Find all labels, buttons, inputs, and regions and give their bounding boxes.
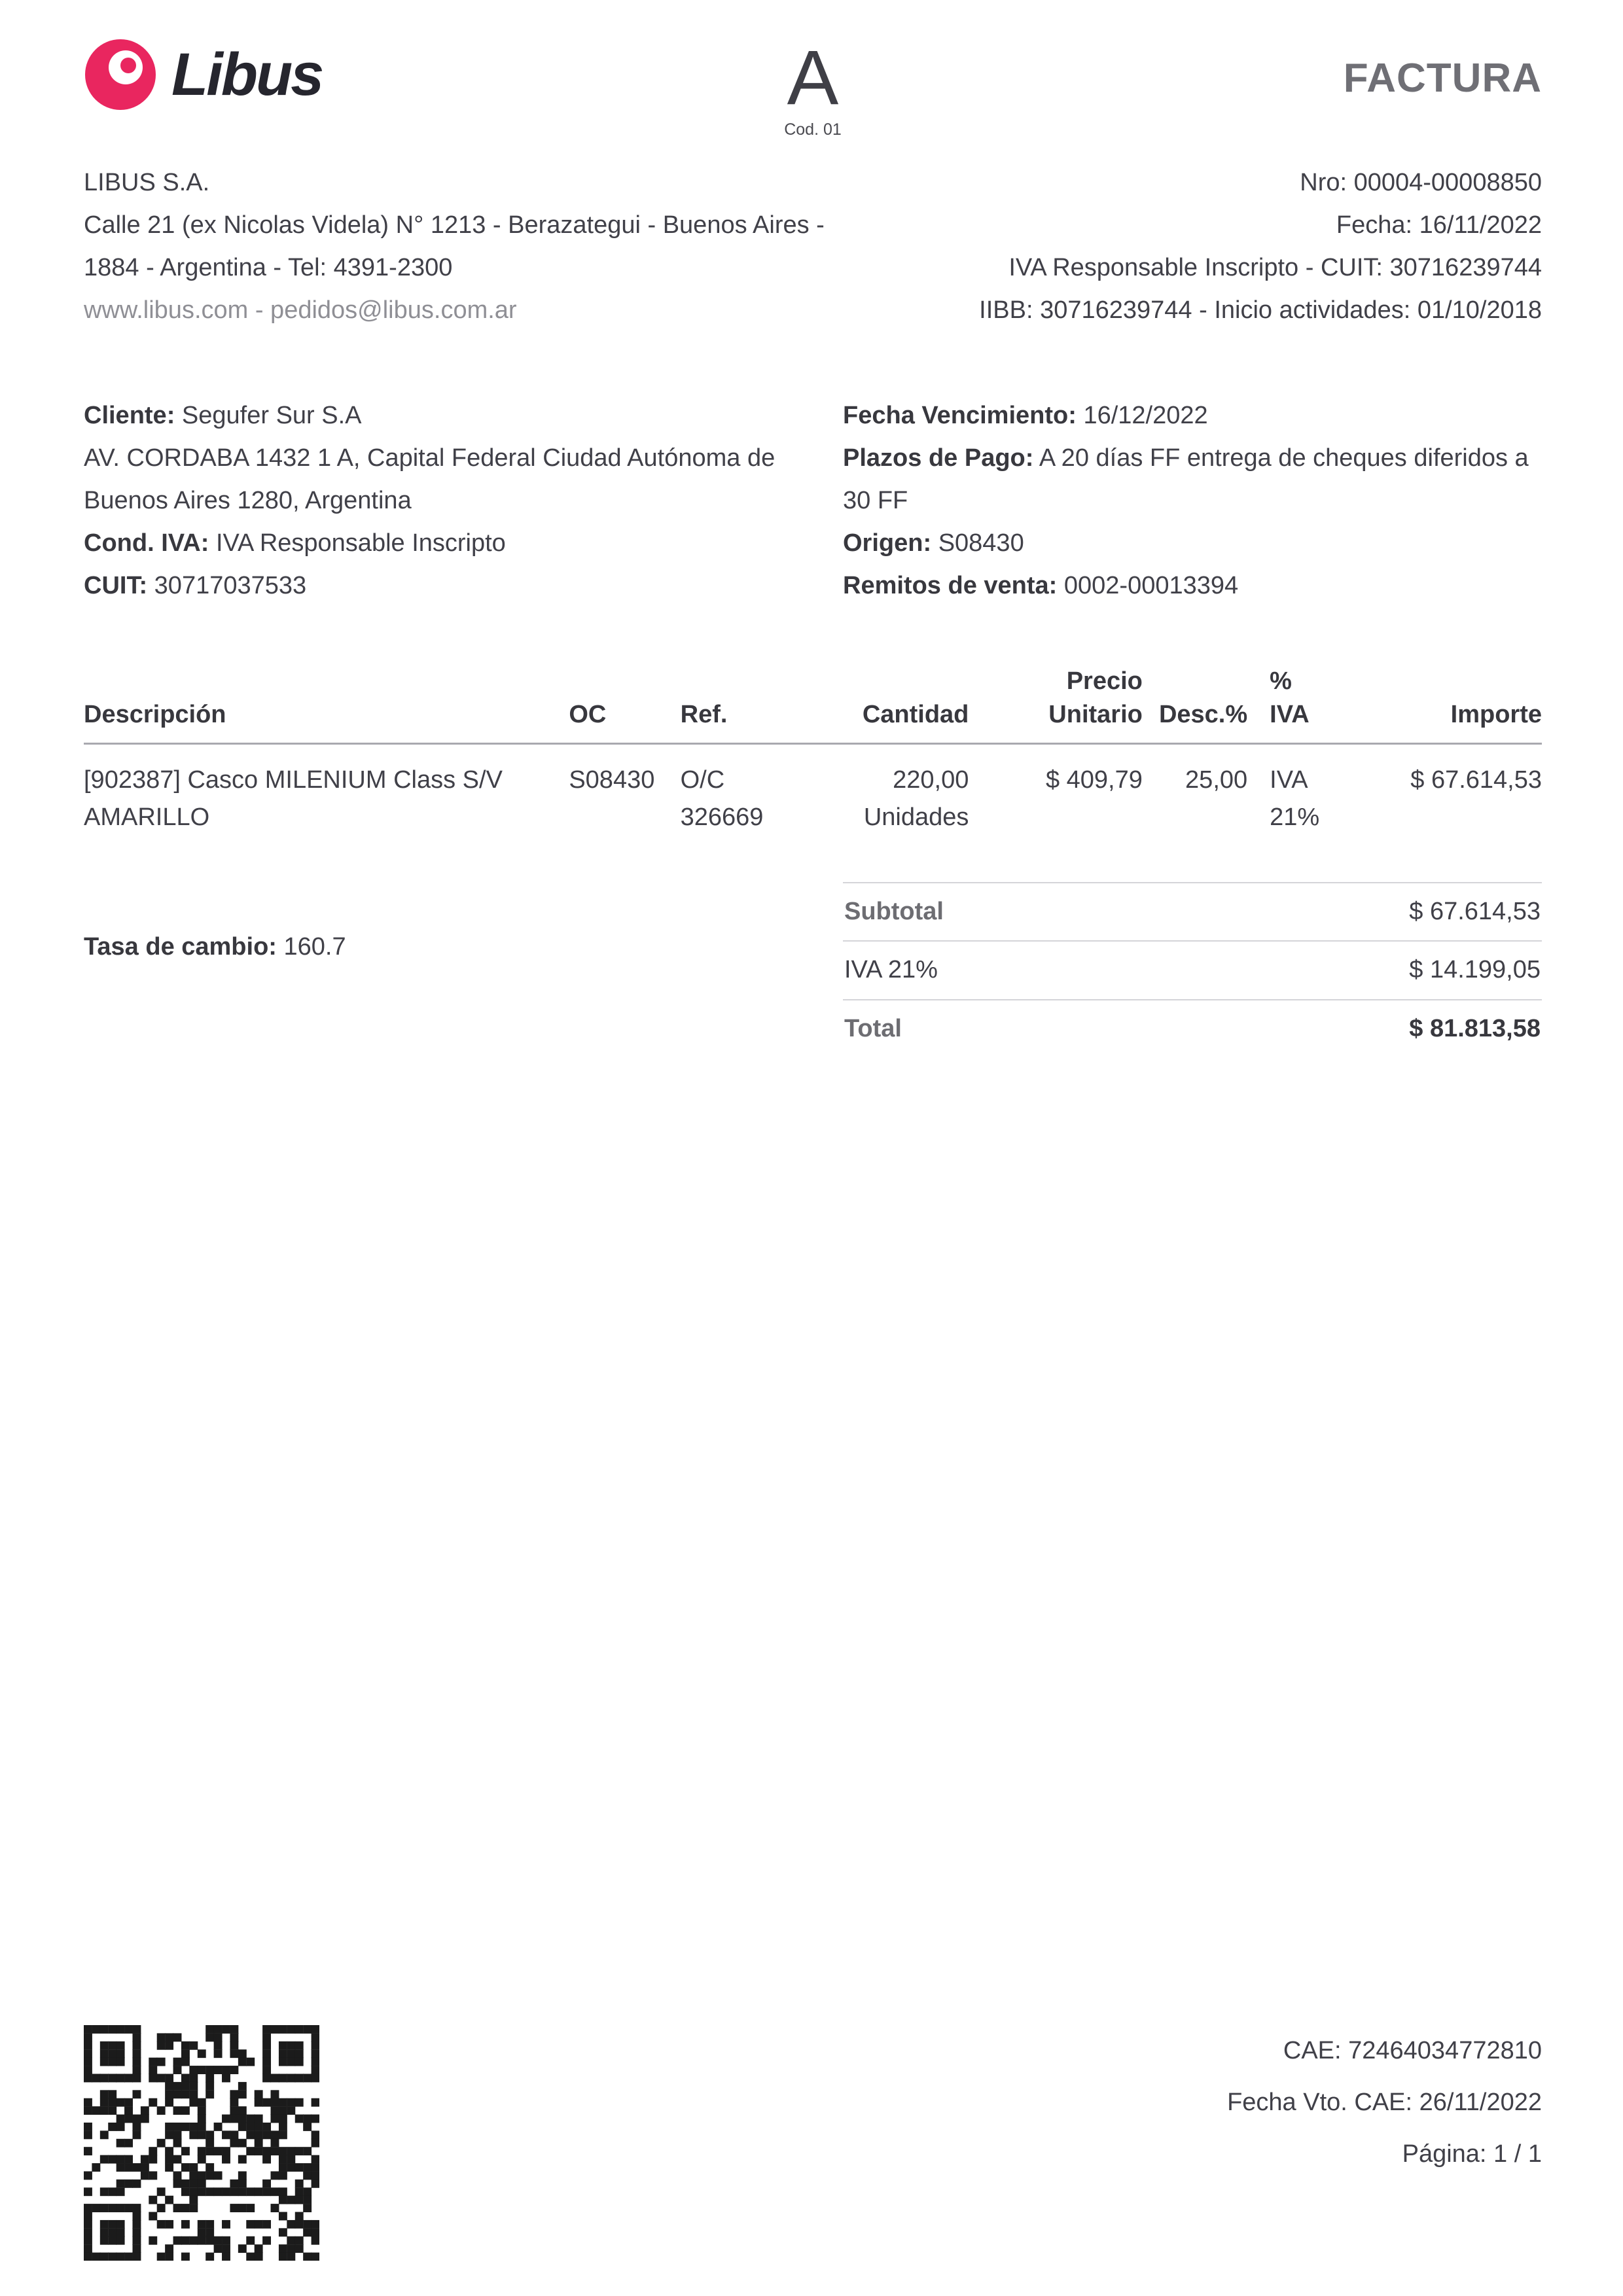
page-number: Página: 1 / 1 <box>1402 2140 1542 2168</box>
client-cond-iva-line <box>84 522 823 565</box>
invoice-footer <box>84 2025 1542 2261</box>
cell-descripcion: [902387] Casco MILENIUM Class S/V AMARILLO <box>84 766 503 831</box>
due-date-value: 16/12/2022 <box>1083 402 1208 429</box>
cae-due-date: Fecha Vto. CAE: 26/11/2022 <box>1227 2089 1542 2116</box>
delivery-notes-line <box>843 565 1542 607</box>
invoice-date: Fecha: 16/11/2022 <box>1336 211 1542 239</box>
cell-oc: S08430 <box>569 766 655 794</box>
origin-label: Origen: <box>843 529 932 557</box>
iva-value: $ 14.199,05 <box>1409 956 1541 984</box>
cell-importe: $ 67.614,53 <box>1410 766 1542 794</box>
invoice-iva-cuit: IVA Responsable Inscripto - CUIT: 30716239744 <box>1008 254 1542 281</box>
origin-value: S08430 <box>938 529 1024 557</box>
document-title: FACTURA <box>1343 56 1542 101</box>
invoice-iibb: IIBB: 30716239744 - Inicio actividades: 01/10/2018 <box>979 296 1542 324</box>
col-header-desc: Desc.% <box>1143 665 1247 743</box>
payment-terms-label: Plazos de Pago: <box>843 444 1034 472</box>
col-header-descripcion: Descripción <box>84 665 569 743</box>
document-letter-block <box>784 35 842 139</box>
col-header-cantidad: Cantidad <box>805 665 969 743</box>
cell-precio-unitario: $ 409,79 <box>1045 766 1143 794</box>
company-block <box>84 162 836 332</box>
client-label: Cliente: <box>84 402 175 429</box>
document-letter: A <box>787 35 839 121</box>
origin-line <box>843 522 1542 565</box>
payment-terms-line <box>843 437 1542 522</box>
document-letter-code: Cod. 01 <box>784 120 842 139</box>
info-row <box>84 162 1542 332</box>
client-name-line <box>84 395 823 437</box>
col-header-precio-unitario: Precio Unitario <box>969 665 1142 743</box>
cae-number: CAE: 72464034772810 <box>1283 2037 1542 2064</box>
table-row <box>84 743 1542 836</box>
total-line <box>843 999 1542 1058</box>
items-table-header-row <box>84 665 1542 743</box>
invoice-number: Nro: 00004-00008850 <box>1300 169 1542 196</box>
subtotal-value: $ 67.614,53 <box>1409 897 1541 925</box>
cond-iva-value: IVA Responsable Inscripto <box>215 529 506 557</box>
due-date-label: Fecha Vencimiento: <box>843 402 1077 429</box>
client-row <box>84 395 1542 607</box>
footer-meta <box>1227 2025 1542 2180</box>
cell-cantidad: 220,00 Unidades <box>863 766 969 831</box>
totals-row <box>84 882 1542 1058</box>
company-logo <box>84 38 784 111</box>
due-date-line <box>843 395 1542 437</box>
col-header-iva: % IVA <box>1247 665 1336 743</box>
client-cuit-line <box>84 565 823 607</box>
iva-label: IVA 21% <box>844 956 938 984</box>
col-header-importe: Importe <box>1336 665 1542 743</box>
invoice-header <box>84 35 1542 139</box>
exchange-rate-value: 160.7 <box>283 932 346 961</box>
col-header-oc: OC <box>569 665 680 743</box>
logo-wordmark: Libus <box>171 41 323 108</box>
cell-iva: IVA 21% <box>1270 766 1320 831</box>
total-label: Total <box>844 1014 902 1042</box>
delivery-notes-value: 0002-00013394 <box>1063 572 1239 599</box>
company-address: Calle 21 (ex Nicolas Videla) N° 1213 - Berazategui - Buenos Aires - 1884 - Argentina - Tel: 4391-2300 <box>84 211 825 281</box>
subtotal-label: Subtotal <box>844 897 944 925</box>
totals-table <box>843 882 1542 1058</box>
company-website-email-link[interactable]: www.libus.com - pedidos@libus.com.ar <box>84 296 517 324</box>
payment-terms-value: A 20 días FF entrega de cheques diferidos a 30 FF <box>843 444 1529 514</box>
client-name: Segufer Sur S.A <box>181 402 362 429</box>
exchange-rate-label: Tasa de cambio: <box>84 932 277 961</box>
iva-line <box>843 940 1542 999</box>
cond-iva-label: Cond. IVA: <box>84 529 209 557</box>
items-table <box>84 665 1542 836</box>
payment-block <box>843 395 1542 607</box>
qr-code <box>84 2025 319 2261</box>
total-value: $ 81.813,58 <box>1409 1014 1541 1042</box>
col-header-ref: Ref. <box>681 665 805 743</box>
cuit-label: CUIT: <box>84 572 148 599</box>
delivery-notes-label: Remitos de venta: <box>843 572 1058 599</box>
cell-ref: O/C 326669 <box>680 766 764 831</box>
cuit-value: 30717037533 <box>154 572 307 599</box>
invoice-info-block <box>979 162 1542 332</box>
libus-logo-icon <box>84 38 157 111</box>
client-address: AV. CORDABA 1432 1 A, Capital Federal Ciudad Autónoma de Buenos Aires 1280, Argentina <box>84 444 776 514</box>
client-block <box>84 395 823 607</box>
subtotal-line <box>843 882 1542 941</box>
cell-desc: 25,00 <box>1185 766 1248 794</box>
exchange-rate-line <box>84 933 346 961</box>
company-name: LIBUS S.A. <box>84 169 210 196</box>
